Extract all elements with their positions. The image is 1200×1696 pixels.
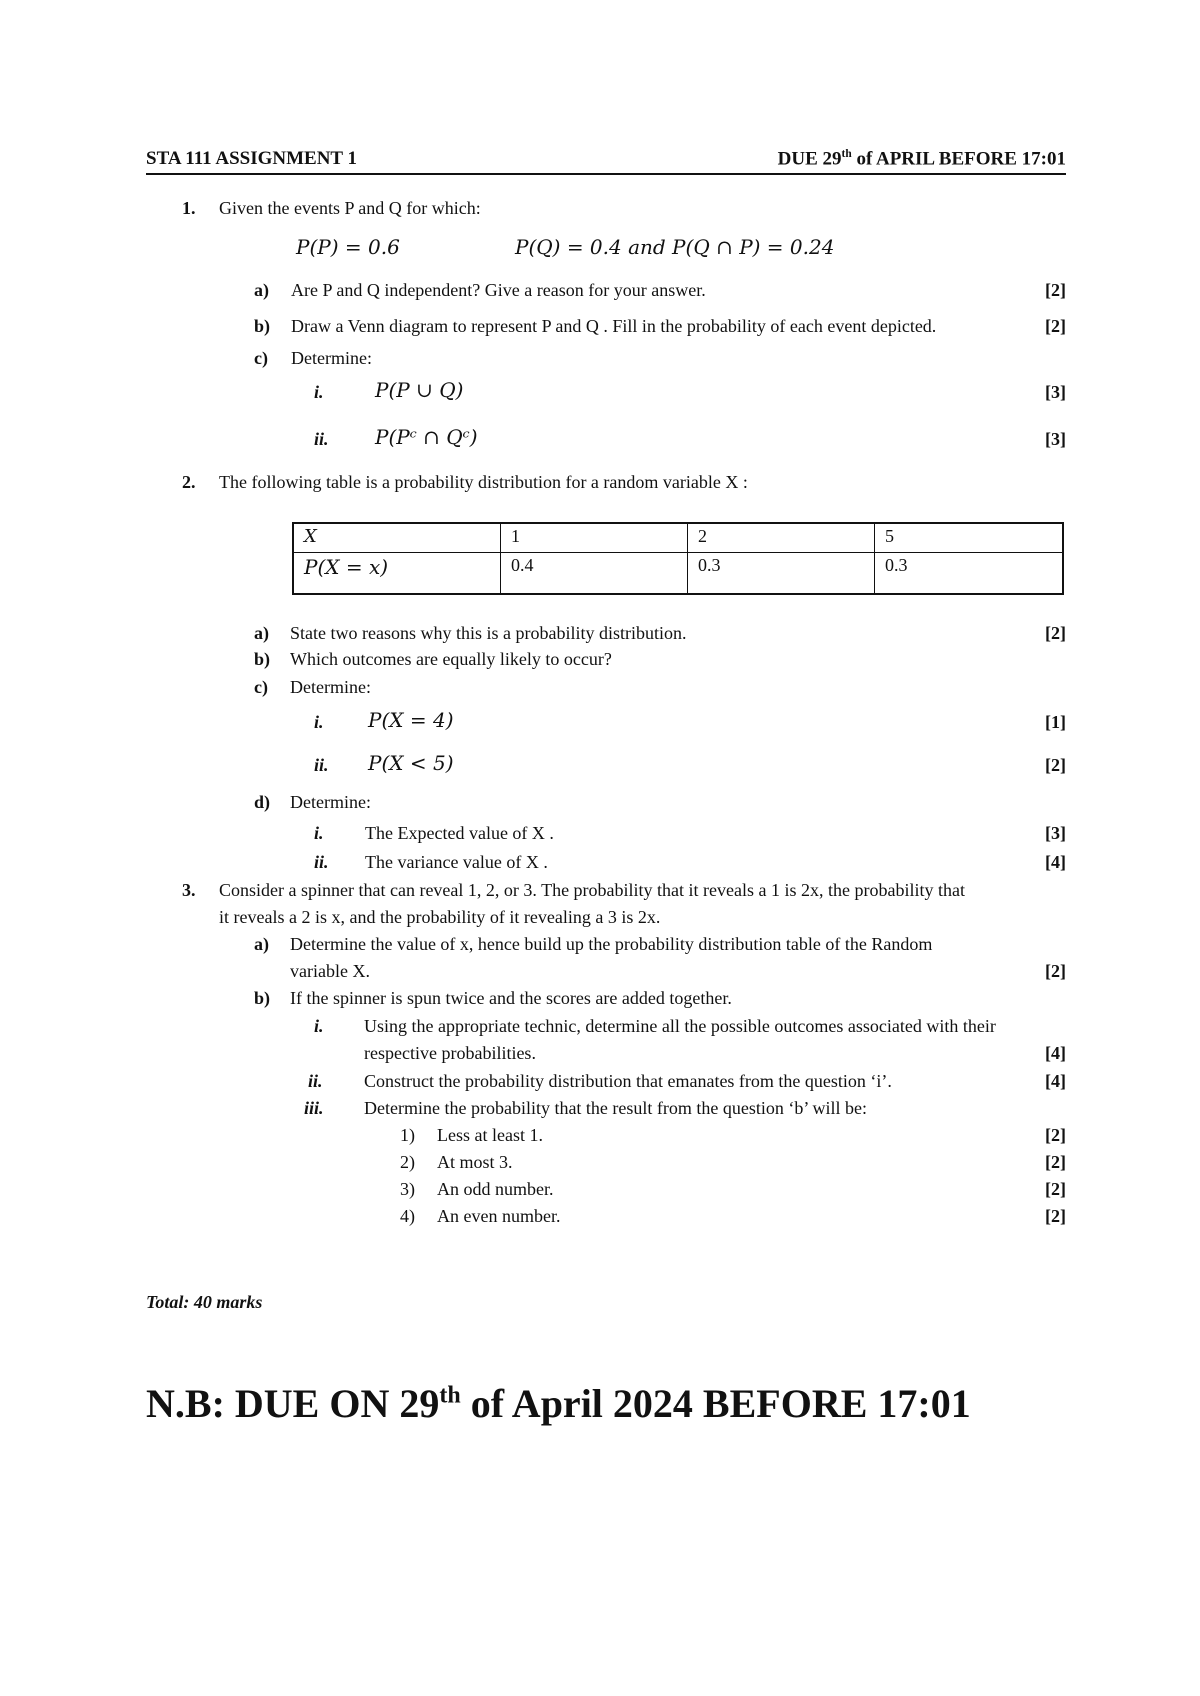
q2cii-marks: [2]: [1045, 755, 1066, 775]
q3a-label: a): [254, 934, 269, 954]
q2c-text: Determine:: [290, 677, 371, 697]
q3-sub-marks: [2]: [1045, 1152, 1066, 1172]
q3-number: 3.: [182, 880, 196, 900]
header-right: [778, 148, 1066, 170]
q3bi-label: i.: [314, 1016, 324, 1036]
q1ci-expr: P(P ∪ Q): [375, 378, 464, 402]
q1ci-label: i.: [314, 382, 324, 402]
q3-sub-number: 3): [400, 1179, 415, 1199]
table-cell: 2: [688, 523, 875, 553]
q3-sub-number: 2): [400, 1152, 415, 1172]
total-marks: Total: 40 marks: [146, 1292, 263, 1312]
header-left: STA 111 ASSIGNMENT 1: [146, 148, 358, 169]
q2ci-label: i.: [314, 712, 324, 732]
table-cell: 0.3: [875, 553, 1064, 595]
q2a-marks: [2]: [1045, 623, 1066, 643]
q2c-label: c): [254, 677, 268, 697]
q3a-marks: [2]: [1045, 961, 1066, 981]
q1ci-marks: [3]: [1045, 382, 1066, 402]
table-cell: 5: [875, 523, 1064, 553]
q2a-text: State two reasons why this is a probability distribution.: [290, 623, 687, 643]
table-row: [293, 523, 1063, 553]
q3b-text: If the spinner is spun twice and the scores are added together.: [290, 988, 732, 1008]
q3-intro-line1: Consider a spinner that can reveal 1, 2, or 3. The probability that it reveals a 1 is 2x, the probability that: [219, 880, 965, 900]
q1b-marks: [2]: [1045, 316, 1066, 336]
q2ci-marks: [1]: [1045, 712, 1066, 732]
header-rule: [146, 173, 1066, 175]
q2dii-marks: [4]: [1045, 852, 1066, 872]
table-cell: 1: [501, 523, 688, 553]
table-cell: 0.3: [688, 553, 875, 595]
q2ci-expr: P(X = 4): [368, 708, 454, 732]
q1cii-expr: P(Pᶜ ∩ Qᶜ): [375, 425, 478, 449]
q2b-label: b): [254, 649, 271, 669]
q3-intro-line2: it reveals a 2 is x, and the probability of it revealing a 3 is 2x.: [219, 907, 661, 927]
distribution-table: [292, 522, 1064, 595]
q1-intro: Given the events P and Q for which:: [219, 198, 481, 218]
q3bi-text-line2: respective probabilities.: [364, 1043, 536, 1063]
q3biii-label: iii.: [304, 1098, 324, 1118]
q1a-label: a): [254, 280, 269, 300]
q2di-text: The Expected value of X .: [365, 823, 554, 843]
q2d-label: d): [254, 792, 271, 812]
q3-sub-marks: [2]: [1045, 1179, 1066, 1199]
q2cii-label: ii.: [314, 755, 329, 775]
q3-sub-marks: [2]: [1045, 1125, 1066, 1145]
q2b-text: Which outcomes are equally likely to occur?: [290, 649, 612, 669]
q3-sub-marks: [2]: [1045, 1206, 1066, 1226]
q3-sub-number: 4): [400, 1206, 415, 1226]
q3a-text-line1: Determine the value of x, hence build up the probability distribution table of the Random: [290, 934, 933, 954]
q3-sub-text: At most 3.: [437, 1152, 513, 1172]
q2cii-expr: P(X < 5): [368, 751, 454, 775]
q3biii-text: Determine the probability that the result from the question ‘b’ will be:: [364, 1098, 868, 1118]
due-notice: [146, 1380, 971, 1427]
due-notice-sup: th: [439, 1382, 461, 1409]
q1c-text: Determine:: [291, 348, 372, 368]
q3-sub-number: 1): [400, 1125, 415, 1145]
q3-sub-text: Less at least 1.: [437, 1125, 543, 1145]
q2d-text: Determine:: [290, 792, 371, 812]
q1b-text: Draw a Venn diagram to represent P and Q . Fill in the probability of each event depicted.: [291, 316, 937, 336]
q1c-label: c): [254, 348, 268, 368]
q3a-text-line2: variable X.: [290, 961, 370, 981]
q3-sub-text: An even number.: [437, 1206, 561, 1226]
table-cell: P(X = x): [293, 553, 501, 595]
q1-eq2: P(Q) = 0.4 and P(Q ∩ P) = 0.24: [515, 235, 835, 259]
q3b-label: b): [254, 988, 271, 1008]
q1a-marks: [2]: [1045, 280, 1066, 300]
q2a-label: a): [254, 623, 269, 643]
q2dii-label: ii.: [314, 852, 329, 872]
q1cii-label: ii.: [314, 429, 329, 449]
header-right-sup: th: [841, 148, 852, 160]
q3bi-marks: [4]: [1045, 1043, 1066, 1063]
q2-number: 2.: [182, 472, 196, 492]
header-right-text: DUE 29: [777, 148, 842, 170]
due-notice-text: N.B: DUE ON 29: [146, 1381, 440, 1426]
q3bi-text-line1: Using the appropriate technic, determine all the possible outcomes associated with their: [364, 1016, 996, 1036]
table-cell: X: [293, 523, 501, 553]
q2di-marks: [3]: [1045, 823, 1066, 843]
due-notice-tail: of April 2024 BEFORE 17:01: [460, 1381, 971, 1426]
q3bii-marks: [4]: [1045, 1071, 1066, 1091]
table-cell: 0.4: [501, 553, 688, 595]
q3bii-label: ii.: [308, 1071, 323, 1091]
q1-number: 1.: [182, 198, 196, 218]
q1-eq1: P(P) = 0.6: [296, 235, 400, 259]
q1a-text: Are P and Q independent? Give a reason for your answer.: [291, 280, 706, 300]
q3bii-text: Construct the probability distribution that emanates from the question ‘i’.: [364, 1071, 892, 1091]
q3-sub-text: An odd number.: [437, 1179, 554, 1199]
q1b-label: b): [254, 316, 271, 336]
q2dii-text: The variance value of X .: [365, 852, 548, 872]
header-right-tail: of APRIL BEFORE 17:01: [851, 148, 1066, 170]
q1cii-marks: [3]: [1045, 429, 1066, 449]
q2di-label: i.: [314, 823, 324, 843]
q2-intro: The following table is a probability distribution for a random variable X :: [219, 472, 748, 492]
table-row: [293, 553, 1063, 595]
